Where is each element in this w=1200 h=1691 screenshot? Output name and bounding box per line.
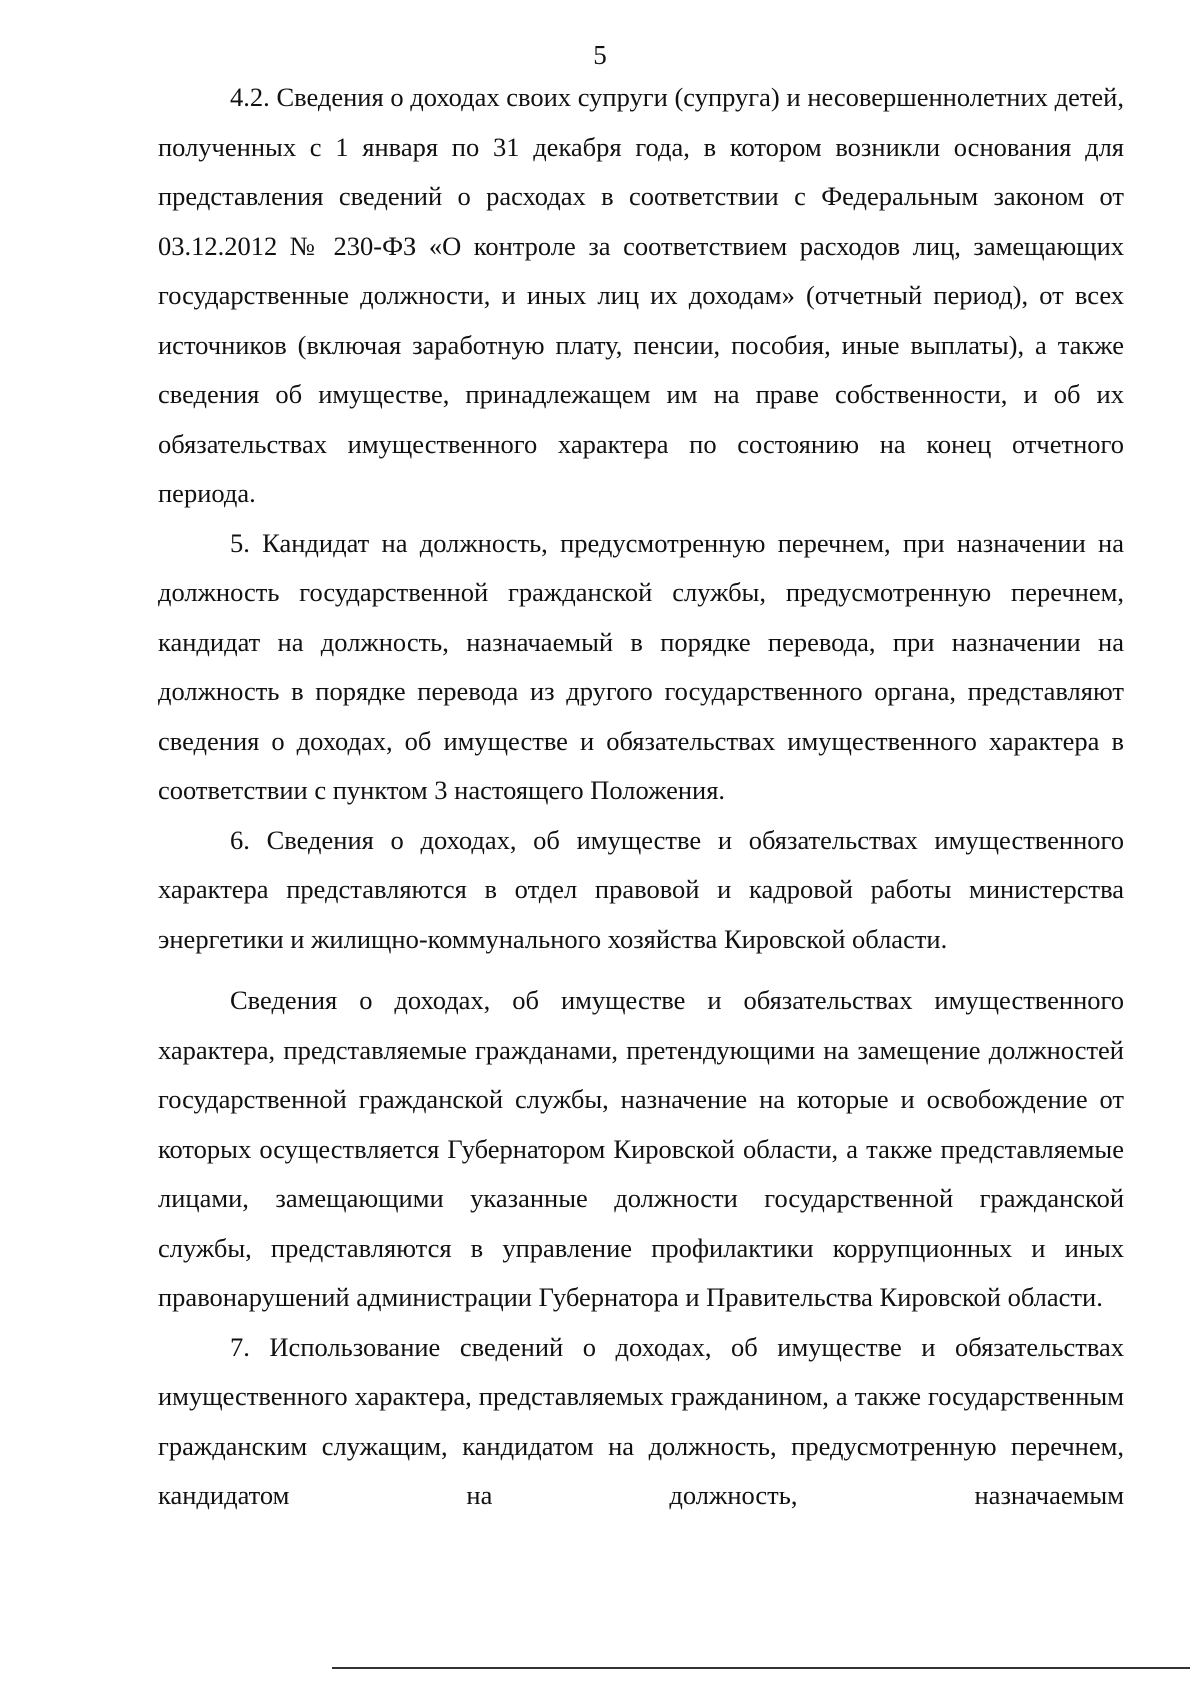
page-number: 5	[593, 40, 607, 70]
paragraph-7: 7. Использование сведений о доходах, об имуществе и обязательствах имущественного характера, представляемых гражданином, а также государственным гражданским служащим, кандидатом на должность, предусмотренную перечнем, кандидатом на должность, назначаемым	[158, 1331, 1124, 1510]
paragraph-4-2: 4.2. Сведения о доходах своих супруги (супруга) и несовершеннолетних детей, полученных с 1 января по 31 декабря года, в котором возникли основания для представления сведений о расходах в соответствии с Федеральным законом от 03.12.2012 № 230-ФЗ «О контроле за соответствием расходов лиц, замещающих государственные должности, и иных лиц их доходам» (отчетный период), от всех источников (включая заработную плату, пенсии, пособия, иные выплаты), а также сведения об имуществе, принадлежащем им на праве собственности, и об их обязательствах имущественного характера по состоянию на конец отчетного периода.	[158, 82, 1124, 508]
paragraph-6: 6. Сведения о доходах, об имуществе и обязательствах имущественного характера представляются в отдел правовой и кадровой работы министерства энергетики и жилищно-коммунального хозяйства Кировской области.	[158, 824, 1124, 954]
bottom-rule-line	[332, 1667, 1190, 1669]
paragraph-6-continued: Сведения о доходах, об имуществе и обязательствах имущественного характера, представляемые гражданами, претендующими на замещение должностей государственной гражданской службы, назначение на которые и освобождение от которых осуществляется Губернатором Кировской области, а также представляемые лицами, замещающими указанные должности государственной гражданской службы, представляются в управление профилактики коррупционных и иных правонарушений администрации Губернатора и Правительства Кировской области.	[158, 985, 1124, 1312]
paragraph-5: 5. Кандидат на должность, предусмотренную перечнем, при назначении на должность государственной гражданской службы, предусмотренную перечнем, кандидат на должность, назначаемый в порядке перевода, при назначении на должность в порядке перевода из другого государственного органа, представляют сведения о доходах, об имуществе и обязательствах имущественного характера в соответствии с пунктом 3 настоящего Положения.	[158, 527, 1124, 805]
document-body	[158, 73, 1124, 1521]
